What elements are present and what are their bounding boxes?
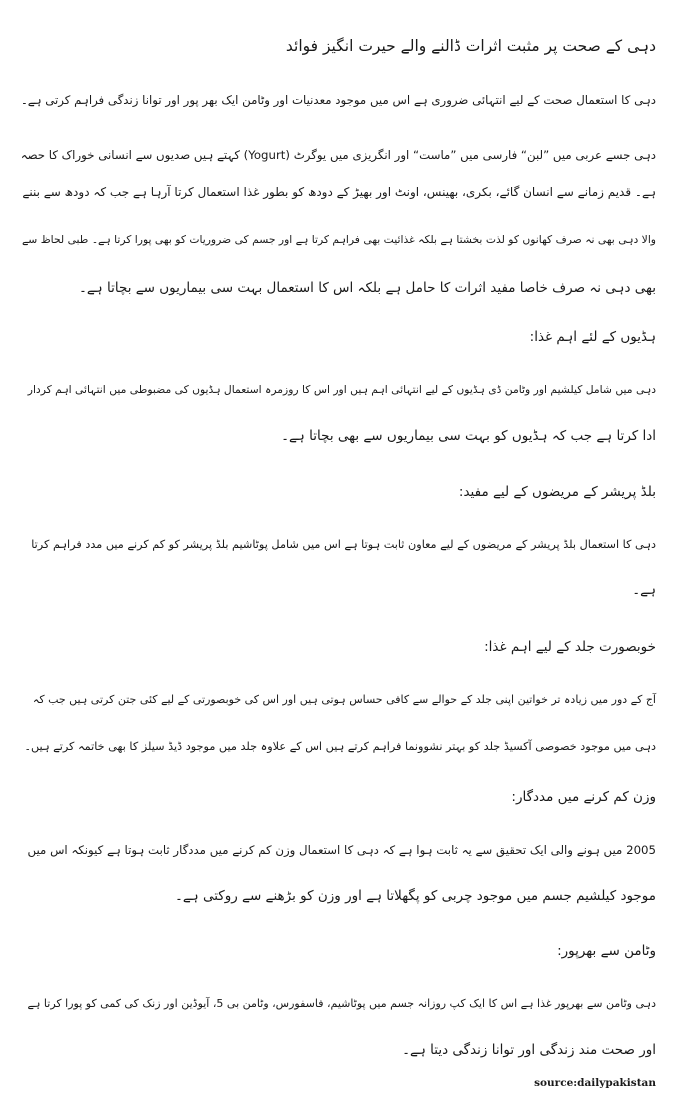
paragraph-line: ادا کرتا ہے جب کہ ہڈیوں کو بہت سی بیماریوں سے بھی بچاتا ہے۔ [281,428,656,444]
paragraph-line: دہی جسے عربی میں ”لبن“ فارسی میں ”ماست“ اور انگریزی میں یوگرٹ (Yogurt) کہتے ہیں صدیوں سے انسانی خوراک کا حصہ [20,148,656,162]
paragraph-line: دہی میں شامل کیلشیم اور وٹامن ڈی ہڈیوں کے لیے انتہائی اہم ہیں اور اس کا روزمرہ استعمال ہڈیوں کی مضبوطی میں انتہائی اہم کردار [27,383,656,396]
intro-line: دہی کا استعمال صحت کے لیے انتہائی ضروری ہے اس میں موجود معدنیات اور وٹامن ایک بھر پور اور توانا زندگی فراہم کرتی ہے۔ [20,93,656,107]
section-heading-blood-pressure: بلڈ پریشر کے مریضوں کے لیے مفید: [458,484,656,500]
paragraph-line: موجود کیلشیم جسم میں موجود چربی کو پگھلاتا ہے اور وزن کو بڑھنے سے روکتی ہے۔ [174,888,656,904]
paragraph-line: بھی دہی نہ صرف خاصا مفید اثرات کا حامل ہے بلکہ اس کا استعمال بہت سی بیماریوں سے بچاتا ہے۔ [78,280,656,296]
paragraph-line: دہی وٹامن سے بھرپور غذا ہے اس کا ایک کپ روزانہ جسم میں پوٹاشیم، فاسفورس، وٹامن بی 5، آیوڈین اور زنک کی کمی کو پورا کرتا ہے [27,997,656,1010]
source-credit: source:dailypakistan [534,1077,656,1089]
paragraph-line: ہے۔ قدیم زمانے سے انسان گائے، بکری، بھینس، اونٹ اور بھیڑ کے دودھ کو بطور غذا استعمال کرتا آرہا ہے جب کہ دودھ سے بننے [22,185,656,199]
article-title: دہی کے صحت پر مثبت اثرات ڈالنے والے حیرت انگیز فوائد [285,37,656,55]
paragraph-line: آج کے دور میں زیادہ تر خواتین اپنی جلد کے حوالے سے کافی حساس ہوتی ہیں اور اس کی خوبصورتی کے لیے کئی جتن کرتی ہیں جب کہ [32,693,656,706]
section-heading-bones: ہڈیوں کے لئے اہم غذا: [529,329,656,345]
section-heading-skin: خوبصورت جلد کے لیے اہم غذا: [484,639,656,655]
paragraph-line: والا دہی بھی نہ صرف کھانوں کو لذت بخشتا ہے بلکہ غذائیت بھی فراہم کرتا ہے اور جسم کی ضروریات کو بھی پورا کرتا ہے۔ طبی لحاظ سے [22,233,656,246]
paragraph-line: دہی میں موجود خصوصی آکسیڈ جلد کو بہتر نشوونما فراہم کرتے ہیں اس کے علاوہ جلد میں موجود ڈیڈ سیلز کا بھی خاتمہ کرتے ہیں۔ [24,740,656,753]
section-heading-weight-loss: وزن کم کرنے میں مددگار: [511,789,656,805]
paragraph-line: اور صحت مند زندگی اور توانا زندگی دیتا ہے۔ [402,1042,656,1058]
paragraph-line: ہے۔ [632,582,656,598]
paragraph-line: دہی کا استعمال بلڈ پریشر کے مریضوں کے لیے معاون ثابت ہوتا ہے اس میں شامل پوٹاشیم بلڈ پریشر کو کم کرنے میں مدد فراہم کرتا [31,538,656,551]
section-heading-vitamins: وٹامن سے بھرپور: [557,943,656,959]
paragraph-line: 2005 میں ہونے والی ایک تحقیق سے یہ ثابت ہوا ہے کہ دہی کا استعمال وزن کم کرنے میں مددگار ثابت ہوتا ہے کیونکہ اس میں [27,843,656,857]
